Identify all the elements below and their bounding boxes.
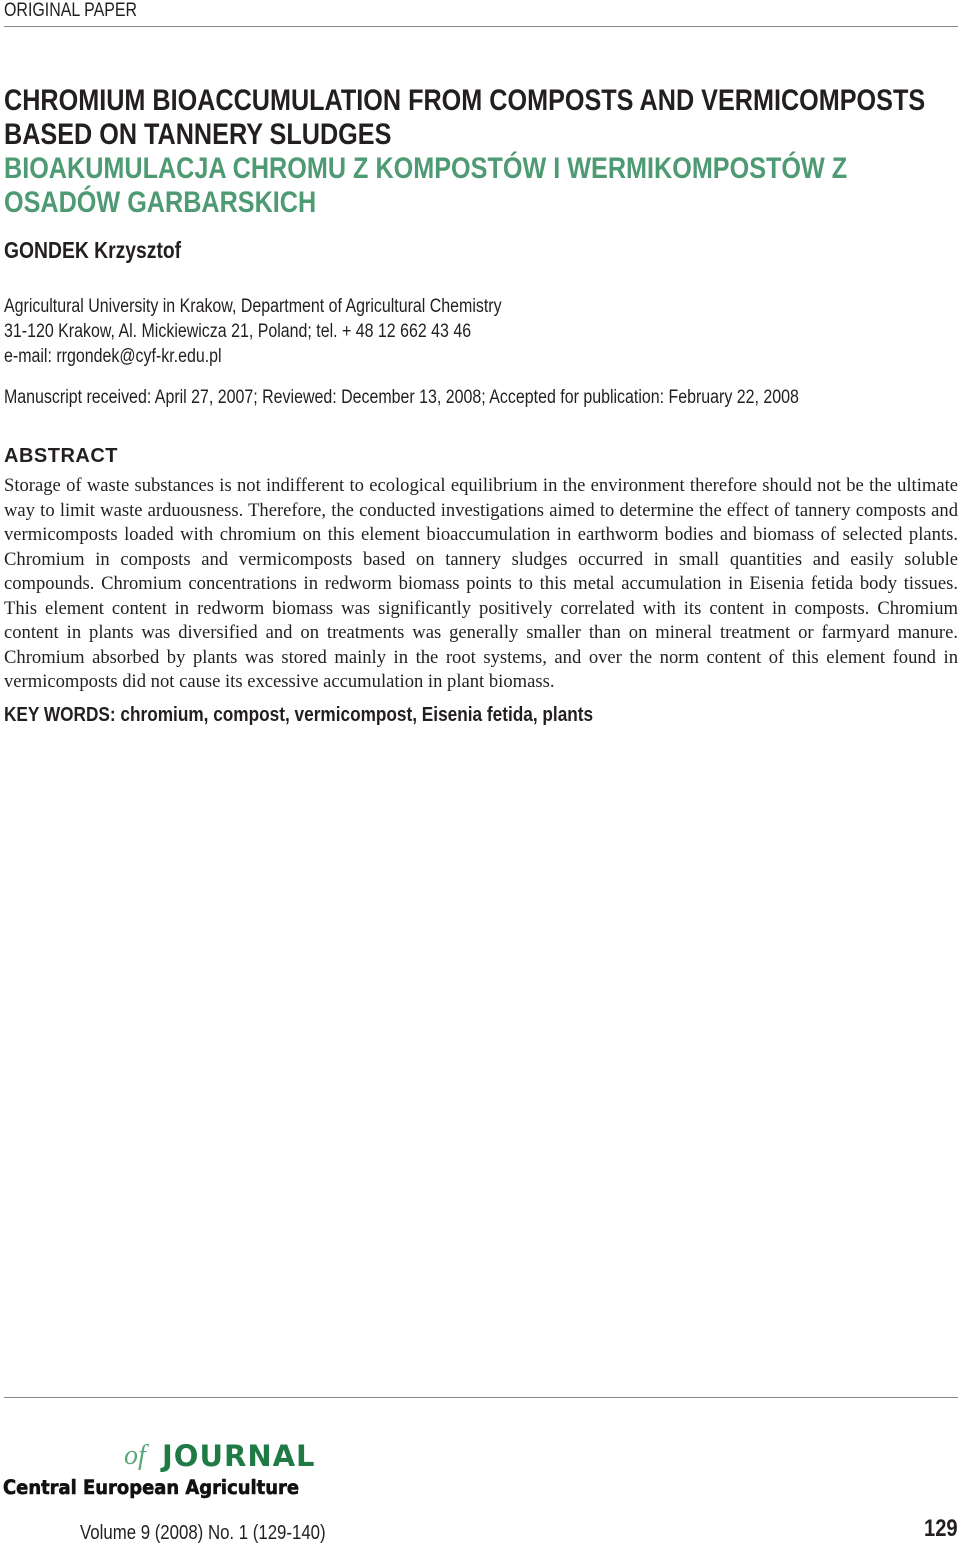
manuscript-dates: Manuscript received: April 27, 2007; Reviewed: December 13, 2008; Accepted for publication: February 22, 2008 [4,387,799,408]
article-front-matter [4,84,958,727]
section-label: ORIGINAL PAPER [4,0,138,21]
journal-logo [0,1440,360,1520]
author-name: GONDEK Krzysztof [4,237,182,263]
abstract-heading: ABSTRACT [4,445,118,467]
logo-journal-text: JOURNAL [162,1439,316,1473]
paper-title-polish: BIOAKUMULACJA CHROMU Z KOMPOSTÓW I WERMIKOMPOSTÓW Z OSADÓW GARBARSKICH [4,152,848,219]
email-line: e-mail: rrgondek@cyf-kr.edu.pl [4,346,222,367]
top-divider [4,26,958,27]
paper-title-english: CHROMIUM BIOACCUMULATION FROM COMPOSTS AND VERMICOMPOSTS BASED ON TANNERY SLUDGES [4,84,926,151]
keywords: KEY WORDS: chromium, compost, vermicompost, Eisenia fetida, plants [4,702,594,726]
abstract-text: Storage of waste substances is not indifferent to ecological equilibrium in the environment therefore should not be the ultimate way to limit waste arduousness. Therefore, the conducted investigations aimed to determine the effect of tannery composts and vermicomposts loaded with chromium on this element bioaccumulation in earthworm bodies and biomass of selected plants. Chromium in composts and vermicomposts based on tannery sludges occurred in small quantities and easily soluble compounds. Chromium concentrations in redworm biomass points to this metal accumulation in Eisenia fetida body tissues. This element content in redworm biomass was significantly positively correlated with its content in composts. Chromium content in plants was diversified and on treatments was generally smaller than on mineral treatment or farmyard manure. Chromium absorbed by plants was stored mainly in the root systems, and over the norm content of this element found in vermicomposts did not cause its excessive accumulation in plant biomass. [4,475,958,692]
bottom-divider [4,1397,958,1398]
logo-of-text: of [124,1440,146,1471]
affiliation-line: Agricultural University in Krakow, Department of Agricultural Chemistry [4,296,502,317]
logo-name-text: Central European Agriculture [3,1476,300,1499]
affiliation-line: 31-120 Krakow, Al. Mickiewicza 21, Poland; tel. + 48 12 662 43 46 [4,321,472,342]
volume-info: Volume 9 (2008) No. 1 (129-140) [80,1522,326,1544]
page-number: 129 [924,1515,958,1542]
